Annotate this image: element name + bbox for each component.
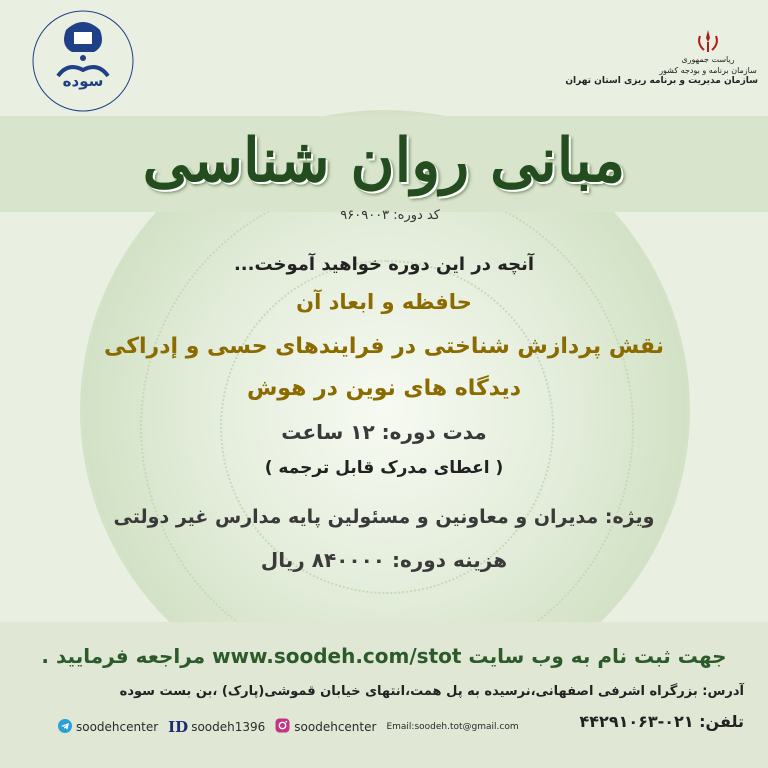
certificate-note: ( اعطای مدرک قابل ترجمه ): [264, 458, 504, 478]
telegram-icon: [58, 719, 72, 736]
logo-wordmark: سوده: [62, 72, 104, 90]
telegram-handle: soodehcenter: [76, 720, 159, 734]
telegram-contact[interactable]: [58, 719, 158, 736]
logo-line-3: سازمان مدیریت و برنامه ریزی استان تهران: [565, 76, 758, 86]
phone-text: تلفن: ۰۲۱-۴۴۲۹۱۰۶۳: [579, 712, 744, 731]
id-contact[interactable]: [168, 718, 265, 736]
iran-emblem-icon: [693, 28, 723, 54]
course-duration: مدت دوره: ۱۲ ساعت: [281, 420, 487, 444]
topic-2: نقش پردازش شناختی در فرایندهای حسی و إدراکی: [103, 334, 665, 359]
instagram-icon: [275, 718, 290, 736]
instagram-handle: soodehcenter: [294, 720, 377, 734]
id-handle: soodeh1396: [191, 720, 266, 734]
course-title: مبانی روان شناسی: [142, 126, 626, 196]
course-code: کد دوره: ۹۶۰۹۰۰۳: [340, 208, 440, 223]
government-logo: [565, 28, 758, 98]
instagram-contact[interactable]: [275, 718, 376, 736]
id-icon: ID: [168, 718, 189, 736]
email-contact[interactable]: Email:soodeh.tot@gmail.com: [386, 722, 519, 732]
logo-line-2: سازمان برنامه و بودجه کشور: [659, 66, 757, 75]
target-audience: ویژه: مدیران و معاونین و مسئولین پایه مدارس غیر دولتی: [113, 506, 655, 528]
contact-strip: [58, 718, 529, 736]
topic-3: دیدگاه های نوین در هوش: [246, 376, 522, 401]
registration-text: جهت ثبت نام به وب سایت www.soodeh.com/stot مراجعه فرمایید .: [41, 644, 727, 668]
topic-1: حافظه و ابعاد آن: [296, 290, 472, 314]
intro-text: آنچه در این دوره خواهید آموخت...: [233, 254, 535, 275]
soodeh-logo: [28, 6, 138, 116]
address-text: آدرس: بزرگراه اشرفی اصفهانی،نرسیده به پل همت،انتهای خیابان قموشی(پارک) ،بن بست سوده: [119, 684, 744, 699]
logo-line-1: ریاست جمهوری: [681, 55, 735, 64]
course-fee: هزینه دوره: ۸۴۰۰۰۰ ریال: [260, 548, 508, 572]
